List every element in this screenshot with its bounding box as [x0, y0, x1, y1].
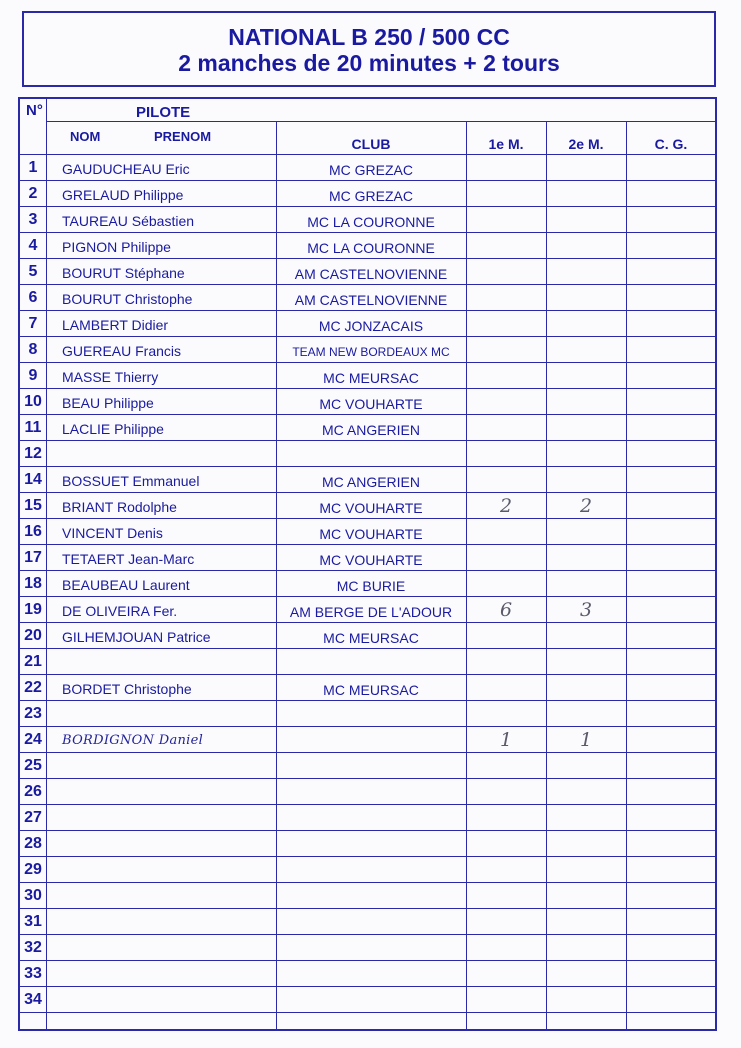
club-name: MC GREZAC	[329, 162, 413, 178]
row-number: 9	[28, 367, 38, 384]
row-number: 30	[24, 887, 42, 904]
table-row	[20, 284, 715, 310]
rider-name: GUEREAU Francis	[62, 343, 182, 359]
table-row	[20, 466, 715, 492]
row-number: 20	[24, 627, 42, 644]
results-table	[18, 97, 717, 1031]
rider-name: BEAUBEAU Laurent	[62, 577, 190, 593]
table-row	[20, 700, 715, 726]
rider-name: BOSSUET Emmanuel	[62, 473, 200, 489]
table-row	[20, 154, 715, 180]
table-row	[20, 310, 715, 336]
row-number: 1	[28, 159, 38, 176]
table-row	[20, 960, 715, 986]
club-name: MC BURIE	[336, 578, 406, 594]
rider-name: VINCENT Denis	[62, 525, 163, 541]
row-number: 23	[24, 705, 42, 722]
title-box	[22, 11, 716, 87]
header-num: N°	[26, 102, 43, 119]
club-name: MC VOUHARTE	[319, 500, 423, 516]
club-name: MC ANGERIEN	[321, 474, 420, 490]
club-name: TEAM NEW BORDEAUX MC	[292, 345, 450, 359]
row-number: 15	[24, 497, 42, 514]
rider-name: BOURUT Christophe	[62, 291, 193, 307]
row-number: 22	[24, 679, 42, 696]
club-name: AM CASTELNOVIENNE	[294, 292, 448, 308]
rider-name: TETAERT Jean-Marc	[62, 551, 195, 567]
club-name: MC MEURSAC	[323, 370, 419, 386]
row-number: 26	[24, 783, 42, 800]
row-number: 10	[24, 393, 42, 410]
rider-name: BORDET Christophe	[62, 681, 192, 697]
club-name: AM BERGE DE L'ADOUR	[289, 604, 453, 620]
club-name: MC ANGERIEN	[321, 422, 420, 438]
row-number: 28	[24, 835, 42, 852]
header-club: CLUB	[351, 136, 391, 152]
manche-1-result: 1	[499, 729, 513, 751]
table-row	[20, 908, 715, 934]
table-row	[20, 674, 715, 700]
club-name: MC MEURSAC	[323, 630, 419, 646]
rider-name: BOURUT Stéphane	[62, 265, 185, 281]
row-number: 16	[24, 523, 42, 540]
row-number: 14	[24, 471, 42, 488]
table-row	[20, 882, 715, 908]
page-title: NATIONAL B 250 / 500 CC	[228, 24, 510, 50]
rider-name: DE OLIVEIRA Fer.	[62, 603, 178, 619]
table-row	[20, 180, 715, 206]
table-row	[20, 388, 715, 414]
club-name: MC VOUHARTE	[319, 552, 423, 568]
row-number: 5	[28, 263, 38, 280]
header-nom: NOM	[70, 129, 101, 144]
rider-name: MASSE Thierry	[62, 369, 159, 385]
row-number: 4	[28, 237, 38, 254]
table-row	[20, 258, 715, 284]
table-row	[20, 596, 715, 622]
table-row	[20, 856, 715, 882]
table-row	[20, 570, 715, 596]
manche-2-result: 1	[579, 729, 593, 751]
header-pilote: PILOTE	[136, 104, 191, 121]
row-number: 11	[24, 419, 42, 436]
row-number: 17	[24, 549, 42, 566]
rider-name: BEAU Philippe	[62, 395, 154, 411]
club-name: MC LA COURONNE	[307, 240, 435, 256]
row-number: 27	[24, 809, 42, 826]
row-number: 12	[24, 445, 42, 462]
table-row	[20, 414, 715, 440]
header-prenom: PRENOM	[154, 129, 212, 144]
manche-1-result: 6	[499, 599, 513, 621]
table-row	[20, 622, 715, 648]
rider-name: LACLIE Philippe	[62, 421, 164, 437]
rider-name: BRIANT Rodolphe	[62, 499, 177, 515]
table-row	[20, 752, 715, 778]
table-row	[20, 362, 715, 388]
table-row	[20, 726, 715, 752]
row-number: 29	[24, 861, 42, 878]
club-name: MC LA COURONNE	[307, 214, 435, 230]
table-row	[20, 830, 715, 856]
row-number: 18	[24, 575, 42, 592]
club-name: MC JONZACAIS	[318, 318, 424, 334]
table-row	[20, 804, 715, 830]
table-row	[20, 440, 715, 466]
club-name: MC GREZAC	[329, 188, 413, 204]
club-name: AM CASTELNOVIENNE	[294, 266, 448, 282]
manche-1-result: 2	[499, 495, 513, 517]
table-row	[20, 778, 715, 804]
rider-name: GILHEMJOUAN Patrice	[62, 629, 211, 645]
row-number: 6	[28, 289, 38, 306]
page-subtitle: 2 manches de 20 minutes + 2 tours	[178, 50, 560, 76]
row-number: 31	[24, 913, 42, 930]
row-number: 19	[24, 601, 42, 618]
table-row	[20, 492, 715, 518]
rider-name: GRELAUD Philippe	[62, 187, 184, 203]
table-row-divider	[20, 1012, 715, 1013]
row-number: 3	[28, 211, 38, 228]
manche-2-result: 3	[579, 599, 593, 621]
header-manche-2: 2e M.	[568, 136, 604, 152]
rider-name: LAMBERT Didier	[62, 317, 169, 333]
header-classement-general: C. G.	[654, 136, 688, 152]
row-number: 8	[28, 341, 38, 358]
table-row	[20, 648, 715, 674]
row-number: 25	[24, 757, 42, 774]
table-row	[20, 934, 715, 960]
table-row	[20, 518, 715, 544]
table-row	[20, 336, 715, 362]
table-row	[20, 206, 715, 232]
row-number: 33	[24, 965, 42, 982]
club-name: MC VOUHARTE	[319, 396, 423, 412]
row-number: 21	[24, 653, 42, 670]
header-manche-1: 1e M.	[488, 136, 524, 152]
rider-name: GAUDUCHEAU Eric	[62, 161, 190, 177]
table-row	[20, 232, 715, 258]
rider-name: BORDIGNON Daniel	[62, 733, 204, 748]
row-number: 2	[28, 185, 38, 202]
rider-name: TAUREAU Sébastien	[62, 213, 195, 229]
table-row-divider	[46, 121, 715, 122]
rider-name: PIGNON Philippe	[62, 239, 171, 255]
row-number: 34	[24, 991, 42, 1008]
row-number: 32	[24, 939, 42, 956]
row-number: 24	[24, 731, 42, 748]
club-name: MC MEURSAC	[323, 682, 419, 698]
table-row	[20, 544, 715, 570]
club-name: MC VOUHARTE	[319, 526, 423, 542]
table-row	[20, 986, 715, 1012]
row-number: 7	[28, 315, 38, 332]
manche-2-result: 2	[579, 495, 593, 517]
